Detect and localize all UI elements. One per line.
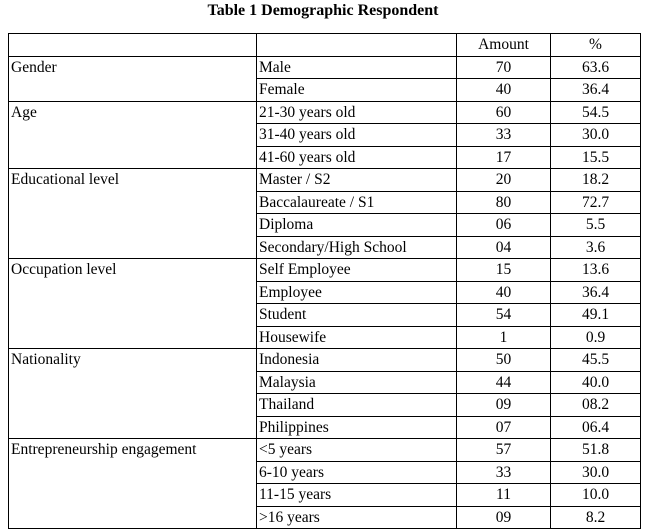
item-cell: Diploma	[257, 214, 457, 237]
category-cell: Nationality	[9, 349, 257, 439]
percent-cell: 15.5	[551, 146, 641, 169]
percent-cell: 06.4	[551, 416, 641, 439]
amount-cell: 33	[457, 461, 551, 484]
category-cell: Gender	[9, 56, 257, 101]
percent-cell: 36.4	[551, 281, 641, 304]
item-cell: Student	[257, 304, 457, 327]
amount-cell: 1	[457, 326, 551, 349]
amount-cell: 04	[457, 236, 551, 259]
percent-cell: 30.0	[551, 124, 641, 147]
table-body	[9, 34, 641, 529]
percent-cell: 49.1	[551, 304, 641, 327]
header-amount-cell: Amount	[457, 34, 551, 57]
amount-cell: 54	[457, 304, 551, 327]
item-cell: 31-40 years old	[257, 124, 457, 147]
table-title: Table 1 Demographic Respondent	[207, 2, 439, 19]
amount-cell: 07	[457, 416, 551, 439]
percent-cell: 3.6	[551, 236, 641, 259]
item-cell: Male	[257, 56, 457, 79]
amount-cell: 57	[457, 439, 551, 462]
amount-cell: 40	[457, 79, 551, 102]
item-cell: <5 years	[257, 439, 457, 462]
amount-cell: 09	[457, 506, 551, 529]
category-cell: Entrepreneurship engagement	[9, 439, 257, 529]
header-percent-cell: %	[551, 34, 641, 57]
percent-cell: 63.6	[551, 56, 641, 79]
table-row	[9, 349, 641, 372]
header-item-cell	[257, 34, 457, 57]
percent-cell: 40.0	[551, 371, 641, 394]
amount-cell: 06	[457, 214, 551, 237]
percent-cell: 08.2	[551, 394, 641, 417]
item-cell: Self Employee	[257, 259, 457, 282]
header-category-cell	[9, 34, 257, 57]
item-cell: Female	[257, 79, 457, 102]
item-cell: Thailand	[257, 394, 457, 417]
amount-cell: 40	[457, 281, 551, 304]
percent-cell: 51.8	[551, 439, 641, 462]
amount-cell: 60	[457, 101, 551, 124]
item-cell: Malaysia	[257, 371, 457, 394]
table-row	[9, 101, 641, 124]
demographic-table	[8, 33, 641, 529]
percent-cell: 30.0	[551, 461, 641, 484]
table-row	[9, 439, 641, 462]
amount-cell: 09	[457, 394, 551, 417]
percent-cell: 10.0	[551, 484, 641, 507]
category-cell: Occupation level	[9, 259, 257, 349]
table-header-row	[9, 34, 641, 57]
amount-cell: 33	[457, 124, 551, 147]
amount-cell: 44	[457, 371, 551, 394]
percent-cell: 0.9	[551, 326, 641, 349]
percent-cell: 36.4	[551, 79, 641, 102]
amount-cell: 11	[457, 484, 551, 507]
table-row	[9, 56, 641, 79]
item-cell: >16 years	[257, 506, 457, 529]
amount-cell: 17	[457, 146, 551, 169]
category-cell: Age	[9, 101, 257, 169]
item-cell: 11-15 years	[257, 484, 457, 507]
item-cell: Master / S2	[257, 169, 457, 192]
percent-cell: 5.5	[551, 214, 641, 237]
item-cell: Philippines	[257, 416, 457, 439]
item-cell: 6-10 years	[257, 461, 457, 484]
item-cell: Employee	[257, 281, 457, 304]
amount-cell: 80	[457, 191, 551, 214]
percent-cell: 13.6	[551, 259, 641, 282]
item-cell: 21-30 years old	[257, 101, 457, 124]
item-cell: Housewife	[257, 326, 457, 349]
category-cell: Educational level	[9, 169, 257, 259]
percent-cell: 45.5	[551, 349, 641, 372]
percent-cell: 8.2	[551, 506, 641, 529]
table-row	[9, 259, 641, 282]
amount-cell: 70	[457, 56, 551, 79]
table-row	[9, 169, 641, 192]
amount-cell: 50	[457, 349, 551, 372]
amount-cell: 20	[457, 169, 551, 192]
item-cell: Indonesia	[257, 349, 457, 372]
amount-cell: 15	[457, 259, 551, 282]
percent-cell: 54.5	[551, 101, 641, 124]
item-cell: Baccalaureate / S1	[257, 191, 457, 214]
item-cell: Secondary/High School	[257, 236, 457, 259]
percent-cell: 18.2	[551, 169, 641, 192]
item-cell: 41-60 years old	[257, 146, 457, 169]
percent-cell: 72.7	[551, 191, 641, 214]
